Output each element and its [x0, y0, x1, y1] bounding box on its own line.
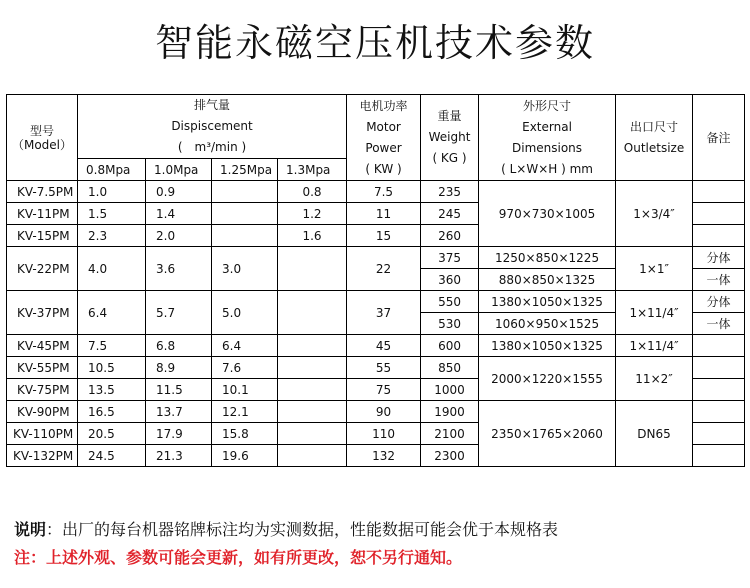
cell-weight: 530 [421, 313, 479, 335]
cell-p10: 3.6 [146, 247, 212, 291]
cell-outlet: 1×11/4″ [616, 291, 693, 335]
cell-model: KV-45PM [7, 335, 78, 357]
cell-model: KV-55PM [7, 357, 78, 379]
header-displacement: 排气量 Dispiscement ( m³/min ) [78, 95, 347, 159]
cell-power: 75 [347, 379, 421, 401]
cell-p08: 1.0 [78, 181, 146, 203]
cell-model: KV-132PM [7, 445, 78, 467]
cell-weight: 2300 [421, 445, 479, 467]
cell-power: 90 [347, 401, 421, 423]
cell-p125: 10.1 [212, 379, 278, 401]
cell-power: 15 [347, 225, 421, 247]
cell-p10: 8.9 [146, 357, 212, 379]
cell-power: 22 [347, 247, 421, 291]
note-explanation: 说明：出厂的每台机器铭牌标注均为实测数据，性能数据可能会优于本规格表 [14, 520, 559, 539]
cell-p08: 16.5 [78, 401, 146, 423]
cell-remark: 分体 [693, 291, 745, 313]
cell-p13 [278, 379, 347, 401]
cell-p10: 13.7 [146, 401, 212, 423]
cell-weight: 260 [421, 225, 479, 247]
cell-p08: 4.0 [78, 247, 146, 291]
header-pressure-08: 0.8Mpa [78, 159, 146, 181]
header-dimensions: 外形尺寸 External Dimensions ( L×W×H ) mm [479, 95, 616, 181]
cell-outlet: 1×1″ [616, 247, 693, 291]
page-title: 智能永磁空压机技术参数 [154, 21, 595, 65]
table-row [7, 291, 745, 313]
cell-p125: 3.0 [212, 247, 278, 291]
cell-model: KV-22PM [7, 247, 78, 291]
header-weight: 重量 Weight ( KG ) [421, 95, 479, 181]
cell-weight: 1000 [421, 379, 479, 401]
cell-power: 7.5 [347, 181, 421, 203]
cell-p10: 6.8 [146, 335, 212, 357]
cell-p13 [278, 357, 347, 379]
cell-p13 [278, 247, 347, 291]
cell-dims: 1060×950×1525 [479, 313, 616, 335]
spec-table [6, 94, 745, 467]
header-pressure-125: 1.25Mpa [212, 159, 278, 181]
cell-p08: 6.4 [78, 291, 146, 335]
cell-outlet: 1×3/4″ [616, 181, 693, 247]
cell-outlet: 11×2″ [616, 357, 693, 401]
cell-remark [693, 181, 745, 203]
header-pressure-10: 1.0Mpa [146, 159, 212, 181]
cell-p125 [212, 203, 278, 225]
cell-remark [693, 379, 745, 401]
cell-p08: 1.5 [78, 203, 146, 225]
cell-p08: 7.5 [78, 335, 146, 357]
cell-remark: 一体 [693, 269, 745, 291]
cell-dims: 2350×1765×2060 [479, 401, 616, 467]
header-pressure-13: 1.3Mpa [278, 159, 347, 181]
cell-weight: 360 [421, 269, 479, 291]
cell-weight: 1900 [421, 401, 479, 423]
note-disclaimer: 注：上述外观、参数可能会更新，如有所更改，恕不另行通知。 [14, 548, 463, 567]
cell-p13 [278, 423, 347, 445]
cell-remark [693, 357, 745, 379]
cell-weight: 235 [421, 181, 479, 203]
cell-remark [693, 335, 745, 357]
cell-remark [693, 401, 745, 423]
cell-dims: 880×850×1325 [479, 269, 616, 291]
table-row [7, 181, 745, 203]
cell-outlet: 1×11/4″ [616, 335, 693, 357]
cell-model: KV-75PM [7, 379, 78, 401]
cell-dims: 970×730×1005 [479, 181, 616, 247]
cell-p125 [212, 225, 278, 247]
cell-p125: 5.0 [212, 291, 278, 335]
cell-model: KV-7.5PM [7, 181, 78, 203]
cell-p10: 1.4 [146, 203, 212, 225]
cell-p10: 5.7 [146, 291, 212, 335]
cell-p08: 13.5 [78, 379, 146, 401]
cell-remark [693, 225, 745, 247]
cell-model: KV-15PM [7, 225, 78, 247]
cell-p08: 24.5 [78, 445, 146, 467]
table-row [7, 401, 745, 423]
cell-weight: 245 [421, 203, 479, 225]
cell-p08: 10.5 [78, 357, 146, 379]
cell-model: KV-90PM [7, 401, 78, 423]
cell-dims: 1380×1050×1325 [479, 335, 616, 357]
cell-remark: 分体 [693, 247, 745, 269]
table-row [7, 335, 745, 357]
cell-p125 [212, 181, 278, 203]
cell-dims: 1250×850×1225 [479, 247, 616, 269]
cell-power: 55 [347, 357, 421, 379]
cell-p13 [278, 291, 347, 335]
cell-weight: 2100 [421, 423, 479, 445]
cell-p13: 1.2 [278, 203, 347, 225]
cell-remark [693, 445, 745, 467]
cell-p13 [278, 401, 347, 423]
header-remark: 备注 [693, 95, 745, 181]
cell-p125: 19.6 [212, 445, 278, 467]
cell-power: 132 [347, 445, 421, 467]
header-model: 型号 （Model） [7, 95, 78, 181]
cell-p125: 12.1 [212, 401, 278, 423]
cell-dims: 2000×1220×1555 [479, 357, 616, 401]
cell-p13: 0.8 [278, 181, 347, 203]
notes [14, 516, 558, 572]
cell-remark [693, 423, 745, 445]
header-power: 电机功率 Motor Power ( KW ) [347, 95, 421, 181]
cell-dims: 1380×1050×1325 [479, 291, 616, 313]
cell-remark: 一体 [693, 313, 745, 335]
cell-p125: 7.6 [212, 357, 278, 379]
cell-outlet: DN65 [616, 401, 693, 467]
table-row [7, 247, 745, 269]
cell-p13: 1.6 [278, 225, 347, 247]
cell-model: KV-110PM [7, 423, 78, 445]
cell-power: 110 [347, 423, 421, 445]
cell-power: 45 [347, 335, 421, 357]
cell-weight: 550 [421, 291, 479, 313]
cell-power: 37 [347, 291, 421, 335]
cell-weight: 375 [421, 247, 479, 269]
cell-p10: 0.9 [146, 181, 212, 203]
cell-model: KV-11PM [7, 203, 78, 225]
cell-p125: 15.8 [212, 423, 278, 445]
cell-weight: 600 [421, 335, 479, 357]
cell-p125: 6.4 [212, 335, 278, 357]
cell-remark [693, 203, 745, 225]
cell-p13 [278, 445, 347, 467]
cell-power: 11 [347, 203, 421, 225]
header-row [7, 95, 745, 159]
cell-p10: 17.9 [146, 423, 212, 445]
cell-p08: 2.3 [78, 225, 146, 247]
cell-p10: 21.3 [146, 445, 212, 467]
cell-model: KV-37PM [7, 291, 78, 335]
header-outlet: 出口尺寸 Outletsize [616, 95, 693, 181]
cell-weight: 850 [421, 357, 479, 379]
cell-p08: 20.5 [78, 423, 146, 445]
cell-p10: 11.5 [146, 379, 212, 401]
cell-p13 [278, 335, 347, 357]
cell-p10: 2.0 [146, 225, 212, 247]
table-row [7, 357, 745, 379]
